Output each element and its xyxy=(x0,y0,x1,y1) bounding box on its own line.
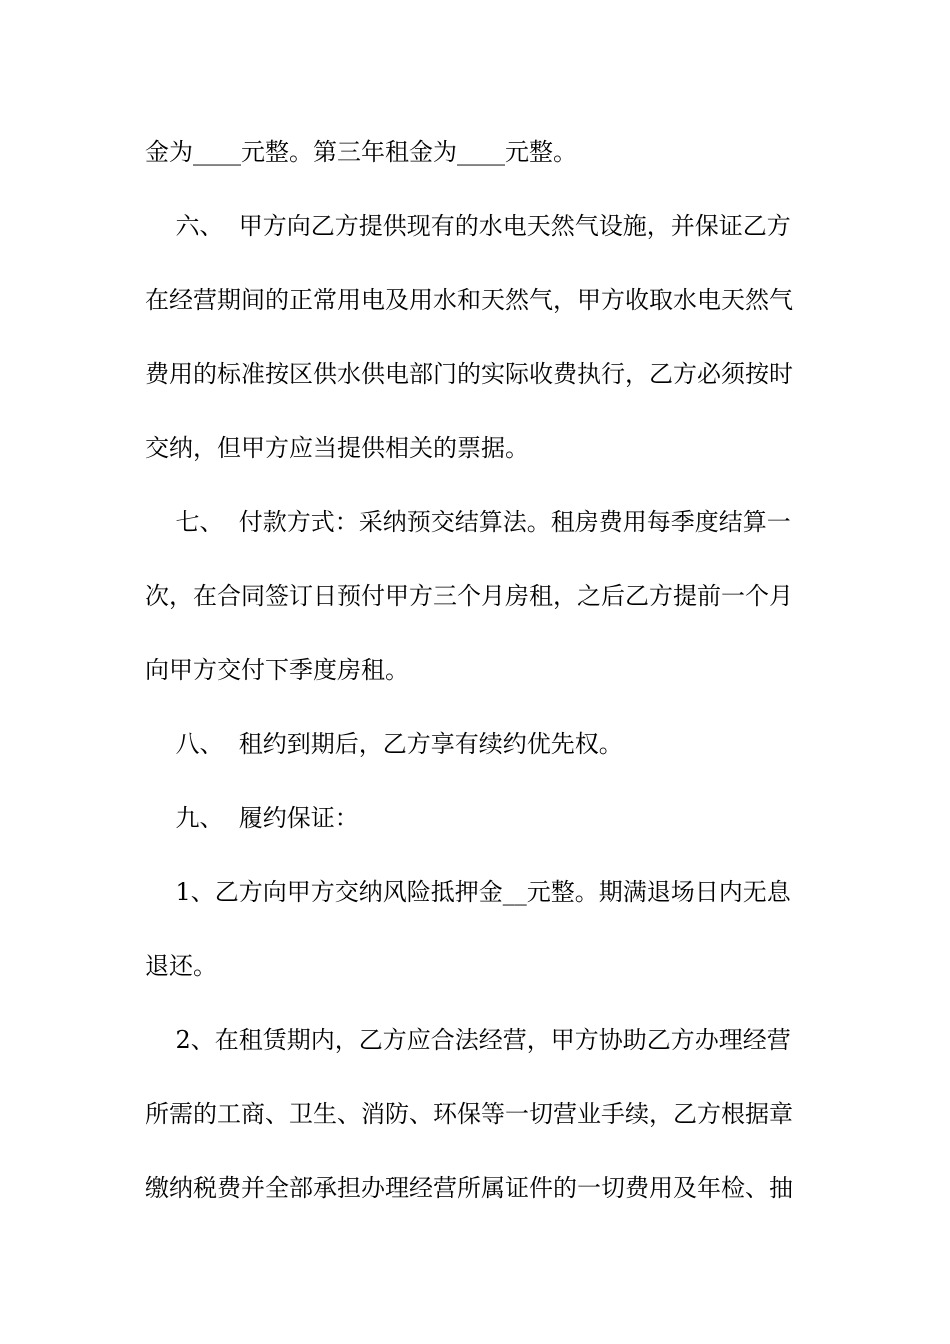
text-line: 交纳，但甲方应当提供相关的票据。 xyxy=(145,434,529,462)
text-line: 在经营期间的正常用电及用水和天然气，甲方收取水电天然气 xyxy=(145,286,793,314)
text-line: 次，在合同签订日预付甲方三个月房租，之后乙方提前一个月 xyxy=(145,582,793,610)
clause-nine-heading: 九、 履约保证： xyxy=(145,804,359,832)
item-one-line-1: 1、乙方向甲方交纳风险抵押金__元整。期满退场日内无息 xyxy=(145,878,791,906)
text-line: 金为____元整。第三年租金为____元整。 xyxy=(145,138,577,166)
text-line: 费用的标准按区供水供电部门的实际收费执行，乙方必须按时 xyxy=(145,360,793,388)
text-line: 退还。 xyxy=(145,952,217,980)
clause-seven-line-1: 七、 付款方式：采纳预交结算法。租房费用每季度结算一 xyxy=(145,508,791,536)
clause-eight-line: 八、 租约到期后，乙方享有续约优先权。 xyxy=(145,730,623,758)
item-two-line-1: 2、在租赁期内，乙方应合法经营，甲方协助乙方办理经营 xyxy=(145,1026,791,1054)
text-line: 所需的工商、卫生、消防、环保等一切营业手续，乙方根据章 xyxy=(145,1100,793,1128)
text-line: 缴纳税费并全部承担办理经营所属证件的一切费用及年检、抽 xyxy=(145,1174,793,1202)
clause-six-line-1: 六、 甲方向乙方提供现有的水电天然气设施，并保证乙方 xyxy=(145,212,791,240)
text-line: 向甲方交付下季度房租。 xyxy=(145,656,409,684)
